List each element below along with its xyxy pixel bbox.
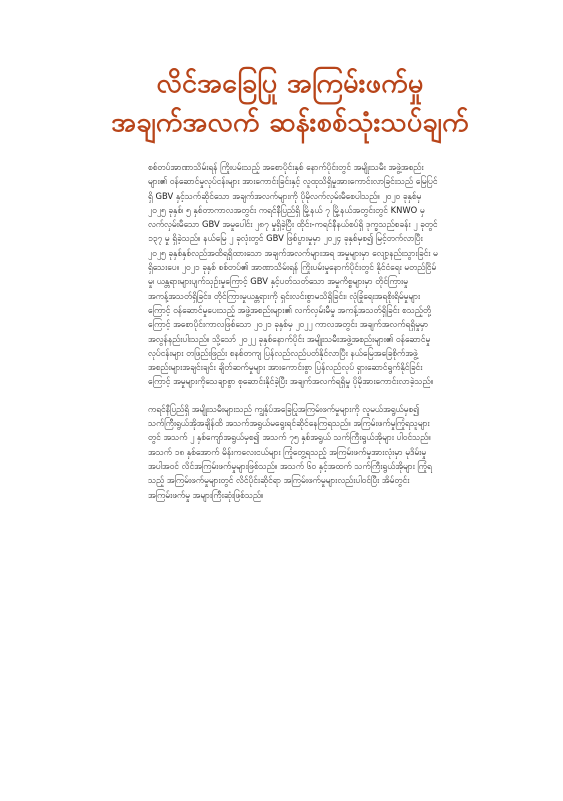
body-paragraph-2: ကရင်နီပြည်ရှိ အမျိုးသမီးများသည် ကျွန်ုပ်အခြေပြုအကြမ်းဖက်မှုများကို လူမယ်အရွယ်မှစ၍ သက်ကြီးရွယ်အိုအချိန်ထိ အသက်အရွယ်မရွေးရင်ဆိုင်နေကြရသည်။ အကြမ်းဖက်မှုကြုံရသူများတွင် အသက် ၂ နှစ်ကျော်အရွယ်မှစ၍ အသက် ၇၅ နှစ်အရွယ် သက်ကြီးရွယ်အိုများ ပါဝင်သည်။ အသက် ၁၈ နှစ်အောက် မိန်းကလေးငယ်များ ကြုံတွေ့ရသည့် အကြမ်းဖက်မှုအားလုံးမှာ မုဒိမ်းမှု အပါအဝင် လိင်အကြမ်းဖက်မှုများဖြစ်သည်။ အသက် ၆၀ နှင့်အထက် သက်ကြီးရွယ်အိုများ ကြုံရသည့် အကြမ်းဖက်မှုများတွင် လိင်ပိုင်းဆိုင်ရာ အကြမ်းဖက်မှုများလည်းပါဝင်ပြီး အိမ်တွင်းအကြမ်းဖက်မှု အများကြီးဆုံးဖြစ်သည်။ — [148, 403, 432, 500]
body-paragraph-1: စစ်တပ်အာဏာသိမ်းရန် ကြိုးပမ်းသည့် အစောပိုင်းနှစ် နောက်ပိုင်းတွင် အမျိုးသမီး အဖွဲ့အစည်းများ၏ ဝန်ဆောင်မှုလုပ်ငန်းများ အားကောင်းခြင်းနှင့် လူထုသိရှိမှုအားကောင်းလာခြင်းသည် မြေပြင်ရှိ GBV နှင့်သက်ဆိုင်သော အချက်အလက်များကို ပိုမိုလက်လှမ်းမီစေပါသည်။ ၂၀၂၀ ခုနှစ်မှ ၂၀၂၅ ခုနှစ်၊ ၅ နှစ်တာကာလအတွင်း ကရင်နီပြည်ရှိ မြို့နယ် ၇ မြို့နယ်အတွင်းတွင် KNWO မှ လက်လှမ်းမီသော GBV အမှုပေါင်း ၂၈၇ မှုရှိခဲ့ပြီး ထိုင်း-ကရင်နီနယ်စပ်ရှိ ဒုက္ခသည်စခန်း ၂ ခုတွင် ၁၃၇ မှု ရှိခဲ့သည်။ နယ်မြေ ၂ ခုလုံးတွင် GBV ဖြစ်ပွားမှုမှာ ၂၀၂၄ ခုနှစ်မှစ၍ မြင့်တက်လာပြီး ၂၀၂၅ ခုနှစ်နှစ်လည်အထိရရှိထားသော အချက်အလက်များအရ အမှုများမှာ လျော့နည်းသွားခြင်း မရှိသေးပေ။ ၂၀၂၁ ခုနှစ် စစ်တပ်၏ အာဏာသိမ်းရန် ကြိုးပမ်းမှုနောက်ပိုင်းတွင် နိုင်ငံရေး မတည်ငြိမ်မှု၊ ယန္တရားများပျက်သုဉ်းမှုကြောင့် GBV နှင့်ပတ်သတ်သော အမှုကိစ္စများမှာ တိုင်ကြားမှု အကန့်အသတ်ရှိခြင်း၊ တိုင်ကြားမှုယန္တရားကို ရှင်းလင်းစွာမသိရှိခြင်း၊ လုံခြုံရေးအရစိုးရိမ်မှုများကြောင့် ဝန်ဆောင်မှုပေးသည့် အဖွဲ့အစည်းများ၏ လက်လှမ်းမီမှု အကန့်အသတ်ရှိခြင်း စသည့်တို့ကြောင့် အစောပိုင်းကာလဖြစ်သော ၂၀၂၁ ခုနှစ်မှ ၂၀၂၂ ကာလအတွင်း အချက်အလက်ရရှိမှုမှာ အလွန်နည်းပါးသည်။ သို့သော် ၂၀၂၂ ခုနှစ်နောက်ပိုင်း အမျိုးသမီးအဖွဲ့အစည်းများ၏ ဝန်ဆောင်မှုလုပ်ငန်းများ တဖြည်းဖြည်း စနစ်တကျ ပြန်လည်လည်ပတ်နိုင်လာပြီး နယ်မြေအခြေစိုက်အဖွဲ့အစည်းများအချင်းချင်း ချိတ်ဆက်မှုများ အားကောင်းစွာ ပြန်လည်လုပ် ရှားဆောင်ရွက်နိုင်ခြင်းကြောင့် အမှုများကိုသေချာစွာ စုဆောင်းနိုင်ခဲ့ပြီး အချက်အလက်ရရှိမှု ပိုမိုအားကောင်းလာခဲ့သည်။ — [148, 162, 438, 387]
document-title — [100, 64, 480, 142]
document-title-line-2: အချက်အလက် ဆန်းစစ်သုံးသပ်ချက် — [111, 107, 469, 139]
document-title-line-1: လိင်အခြေပြု အကြမ်းဖက်မှု — [156, 68, 424, 99]
document-body — [148, 160, 440, 515]
